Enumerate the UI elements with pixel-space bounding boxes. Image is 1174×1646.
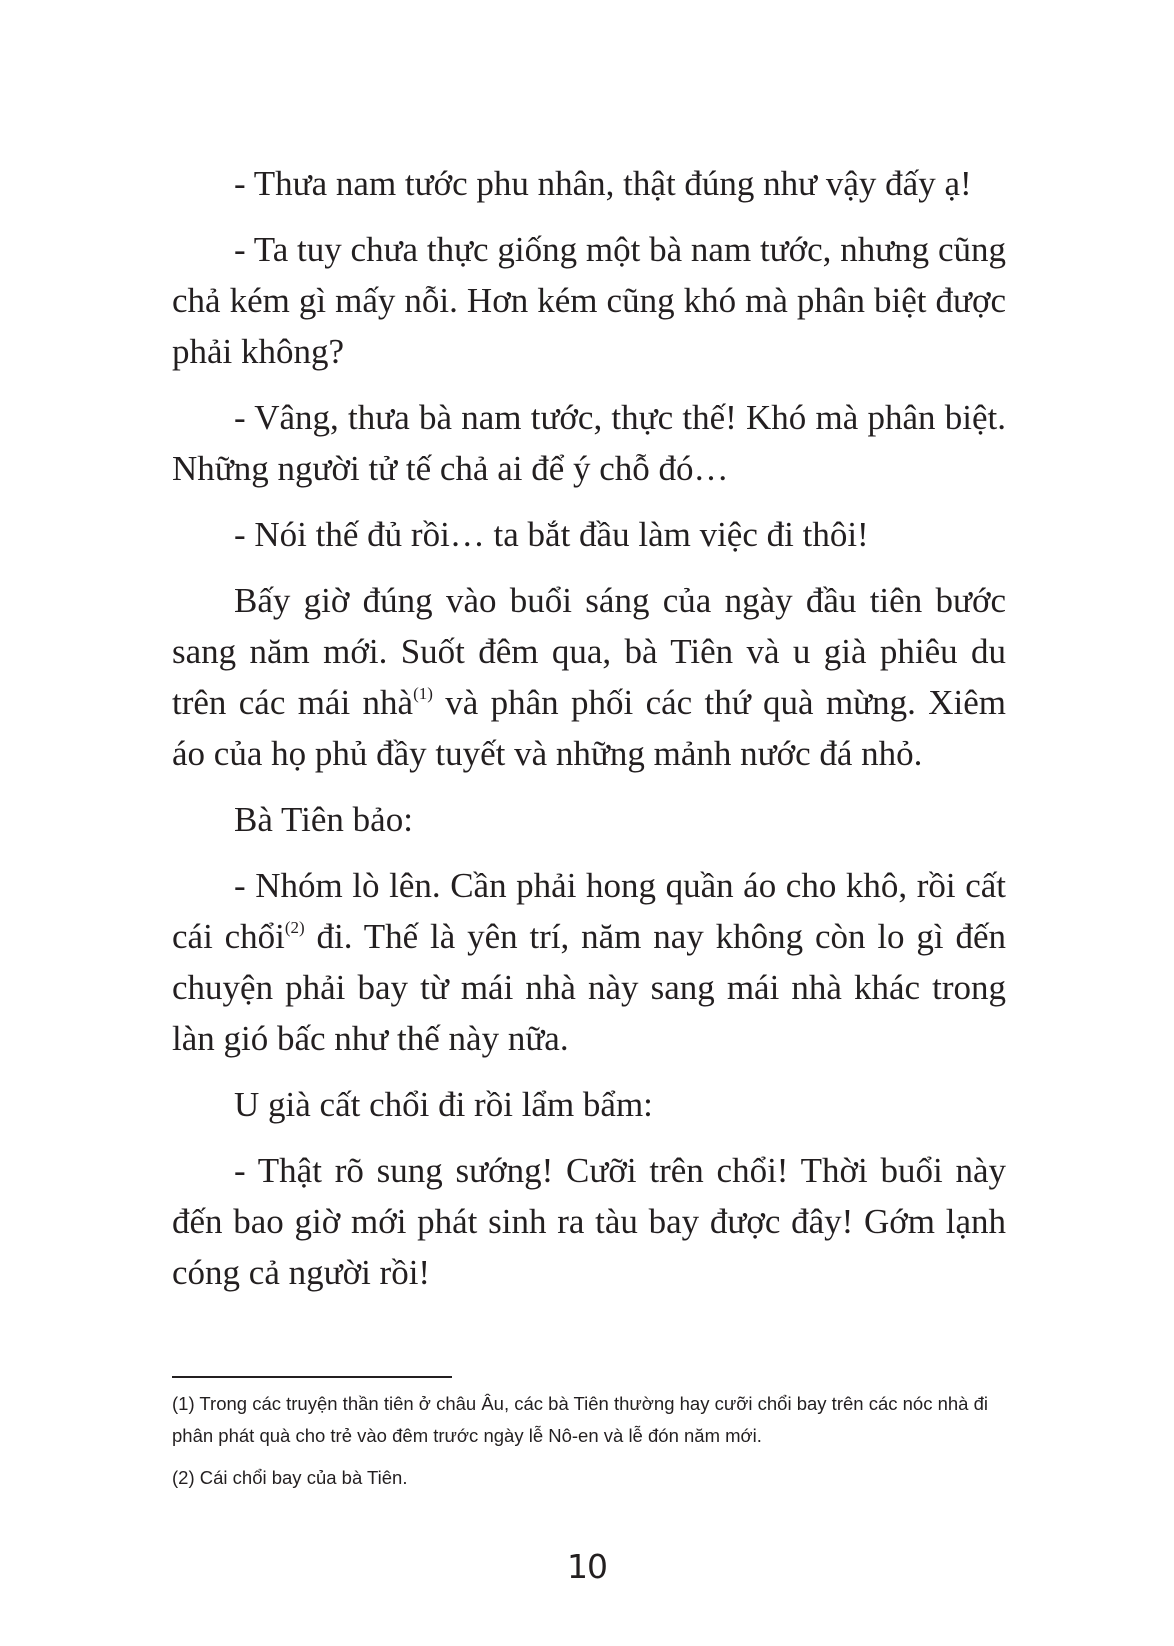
paragraph: Bà Tiên bảo: — [234, 800, 413, 839]
paragraph: - Thật rõ sung sướng! Cưỡi trên chổi! Thời buổi này đến bao giờ mới phát sinh ra tàu bay được đây! Gớm lạnh cóng cả người rồi! — [172, 1151, 1006, 1292]
paragraph: U già cất chổi đi rồi lẩm bẩm: — [234, 1085, 653, 1124]
footnote: (2) Cái chổi bay của bà Tiên. — [172, 1467, 408, 1488]
paragraph — [172, 575, 1006, 779]
page-number: 10 — [567, 1547, 607, 1586]
footnote-marker: (2) — [284, 918, 305, 937]
paragraph: - Nói thế đủ rồi… ta bắt đầu làm việc đi thôi! — [234, 515, 869, 554]
paragraph: - Vâng, thưa bà nam tước, thực thế! Khó mà phân biệt. Những người tử tế chả ai để ý chỗ đó… — [172, 398, 1006, 488]
footnote-marker: (1) — [413, 684, 433, 703]
footnotes — [172, 1388, 1006, 1504]
paragraph-text: và phân phối các thứ quà mừng. Xiêm áo của họ phủ đầy tuyết và những mảnh nước đá nhỏ. — [172, 683, 1006, 773]
main-text — [172, 158, 1006, 1313]
footnote: (1) Trong các truyện thần tiên ở châu Âu, các bà Tiên thường hay cưỡi chổi bay trên các nóc nhà đi phân phát quà cho trẻ vào đêm trước ngày lễ Nô-en và lễ đón năm mới. — [172, 1393, 988, 1446]
paragraph: - Ta tuy chưa thực giống một bà nam tước, nhưng cũng chả kém gì mấy nỗi. Hơn kém cũng khó mà phân biệt được phải không? — [172, 230, 1006, 371]
paragraph-text: đi. Thế là yên trí, năm nay không còn lo gì đến chuyện phải bay từ mái nhà này sang mái nhà khác trong làn gió bấc như thế này nữa. — [172, 917, 1006, 1058]
paragraph: - Thưa nam tước phu nhân, thật đúng như vậy đấy ạ! — [234, 164, 972, 203]
paragraph-text: - Nhóm lò lên. Cần phải hong quần áo cho khô, rồi cất cái chổi — [172, 866, 1006, 956]
footnote-divider — [172, 1376, 452, 1378]
paragraph — [172, 860, 1006, 1064]
paragraph-text: Bấy giờ đúng vào buổi sáng của ngày đầu tiên bước sang năm mới. Suốt đêm qua, bà Tiên và u già phiêu du trên các mái nhà — [172, 581, 1006, 722]
